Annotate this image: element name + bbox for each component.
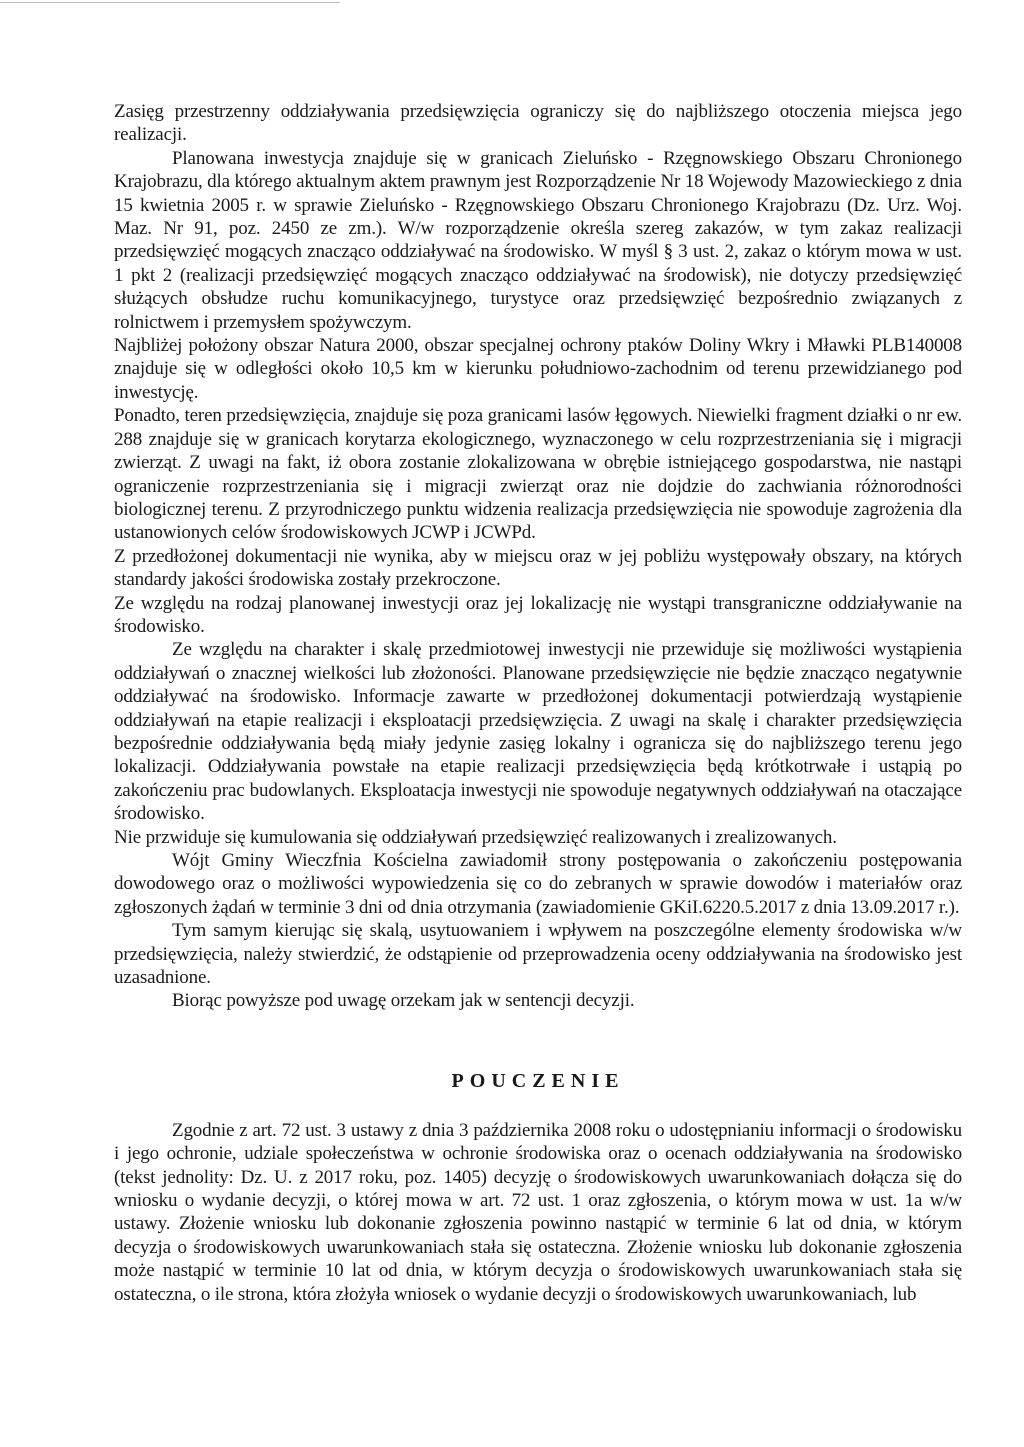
paragraph-decision: Biorąc powyższe pod uwagę orzekam jak w sentencji decyzji. <box>172 990 635 1012</box>
paragraph-natura-2000: Najbliżej położony obszar Natura 2000, obszar specjalnej ochrony ptaków Doliny Wkry i Mławki PLB140008 znajduje się w odległości około 10,5 km w kierunku południowo-zachodnim od terenu przewidzianego pod inwestycję. <box>114 335 962 403</box>
document-page <box>114 100 962 1306</box>
justification-section <box>114 100 962 1013</box>
paragraph-transboundary: Ze względu na rodzaj planowanej inwestycji oraz jej lokalizację nie wystąpi transgraniczne oddziaływanie na środowisko. <box>114 592 962 637</box>
paragraph-notification: Wójt Gminy Wieczfnia Kościelna zawiadomił strony postępowania o zakończeniu postępowania dowodowego oraz o możliwości wypowiedzenia się co do zebranych w sprawie dowodów i materiałów oraz zgłoszonych żądań w terminie 3 dni od dnia otrzymania (zawiadomienie GKiI.6220.5.2017 z dnia 13.09.2017 r.). <box>114 850 962 918</box>
paragraph-protected-landscape: Planowana inwestycja znajduje się w granicach Zieluńsko - Rzęgnowskiego Obszaru Chronionego Krajobrazu, dla którego aktualnym aktem prawnym jest Rozporządzenie Nr 18 Wojewody Mazowieckiego z dnia 15 kwietnia 2005 r. w sprawie Zieluńsko - Rzęgnowskiego Obszaru Chronionego Krajobrazu (Dz. Urz. Woj. Maz. Nr 91, poz. 2450 ze zm.). W/w rozporządzenie określa szereg zakazów, w tym zakaz realizacji przedsięwzięć mogących znacząco oddziaływać na środowisko. W myśl § 3 ust. 2, zakaz o którym mowa w ust. 1 pkt 2 (realizacji przedsięwzięć mogących znacząco oddziaływać na środowisk), nie dotyczy przedsięwzięć służących obsłudze ruchu komunikacyjnego, turystyce oraz przedsięwzięć bezpośrednio związanych z rolnictwem i przemysłem spożywczym. <box>114 147 962 333</box>
paragraph-quality-standards: Z przedłożonej dokumentacji nie wynika, aby w miejscu oraz w jej pobliżu występowały obszary, na których standardy jakości środowiska zostały przekroczone. <box>114 545 962 591</box>
paragraph-scope: Zasięg przestrzenny oddziaływania przedsięwzięcia ograniczy się do najbliższego otoczenia miejsca jego realizacji. <box>114 101 962 146</box>
paragraph-conclusion: Tym samym kierując się skalą, usytuowaniem i wpływem na poszczególne elementy środowiska w/w przedsięwzięcia, należy stwierdzić, że odstąpienie od przeprowadzenia oceny oddziaływania na środowisko jest uzasadnione. <box>114 920 962 989</box>
paragraph-cumulation: Nie przwiduje się kumulowania się oddziaływań przedsięwzięć realizowanych i zrealizowanych. <box>114 826 837 848</box>
paragraph-impact-scale: Ze względu na charakter i skalę przedmiotowej inwestycji nie przewiduje się możliwości wystąpienia oddziaływań o znacznej wielkości lub złożoności. Planowane przedsięwzięcie nie będzie znacząco negatywnie oddziaływać na środowisko. Informacje zawarte w przedłożonej dokumentacji potwierdzają wystąpienie oddziaływań na etapie realizacji i eksploatacji przedsięwzięcia. Z uwagi na skalę i charakter przedsięwzięcia bezpośrednie oddziaływania będą miały jedynie zasięg lokalny i ogranicza się do najbliższego terenu jego lokalizacji. Oddziaływania powstałe na etapie realizacji przedsięwzięcia będą krótkotrwałe i ustąpią po zakończeniu prac budowlanych. Eksploatacja inwestycji nie spowoduje negatywnych oddziaływań na otaczające środowisko. <box>114 639 962 825</box>
pouczenie-section <box>114 1119 962 1306</box>
pouczenie-heading: POUCZENIE <box>451 1069 625 1092</box>
paragraph-pouczenie: Zgodnie z art. 72 ust. 3 ustawy z dnia 3 października 2008 roku o udostępnianiu informacji o środowisku i jego ochronie, udziale społeczeństwa w ochronie środowiska oraz o ocenach oddziaływania na środowisko (tekst jednolity: Dz. U. z 2017 roku, poz. 1405) decyzję o środowiskowych uwarunkowaniach dołącza się do wniosku o wydanie decyzji, o której mowa w art. 72 ust. 1 oraz zgłoszenia, o którym mowa w ust. 1a w/w ustawy. Złożenie wniosku lub dokonanie zgłoszenia powinno nastąpić w terminie 6 lat od dnia, w którym decyzja o środowiskowych uwarunkowaniach stała się ostateczna. Złożenie wniosku lub dokonanie zgłoszenia może nastąpić w terminie 10 lat od dnia, w którym decyzja o środowiskowych uwarunkowaniach stała się ostateczna, o ile strona, która złożyła wniosek o wydanie decyzji o środowiskowych uwarunkowaniach, lub <box>114 1119 962 1305</box>
scan-top-edge-line <box>0 2 340 3</box>
paragraph-ecological-corridor: Ponadto, teren przedsięwzięcia, znajduje się poza granicami lasów łęgowych. Niewielki fragment działki o nr ew. 288 znajduje się w granicach korytarza ekologicznego, wyznaczonego w celu rozprzestrzeniania się i migracji zwierząt. Z uwagi na fakt, iż obora zostanie zlokalizowana w obrębie istniejącego gospodarstwa, nie nastąpi ograniczenie rozprzestrzeniania się i migracji zwierząt oraz nie dojdzie do zachwiania różnorodności biologicznej terenu. Z przyrodniczego punktu widzenia realizacja przedsięwzięcia nie spowoduje zagrożenia dla ustanowionych celów środowiskowych JCWP i JCWPd. <box>114 405 962 544</box>
